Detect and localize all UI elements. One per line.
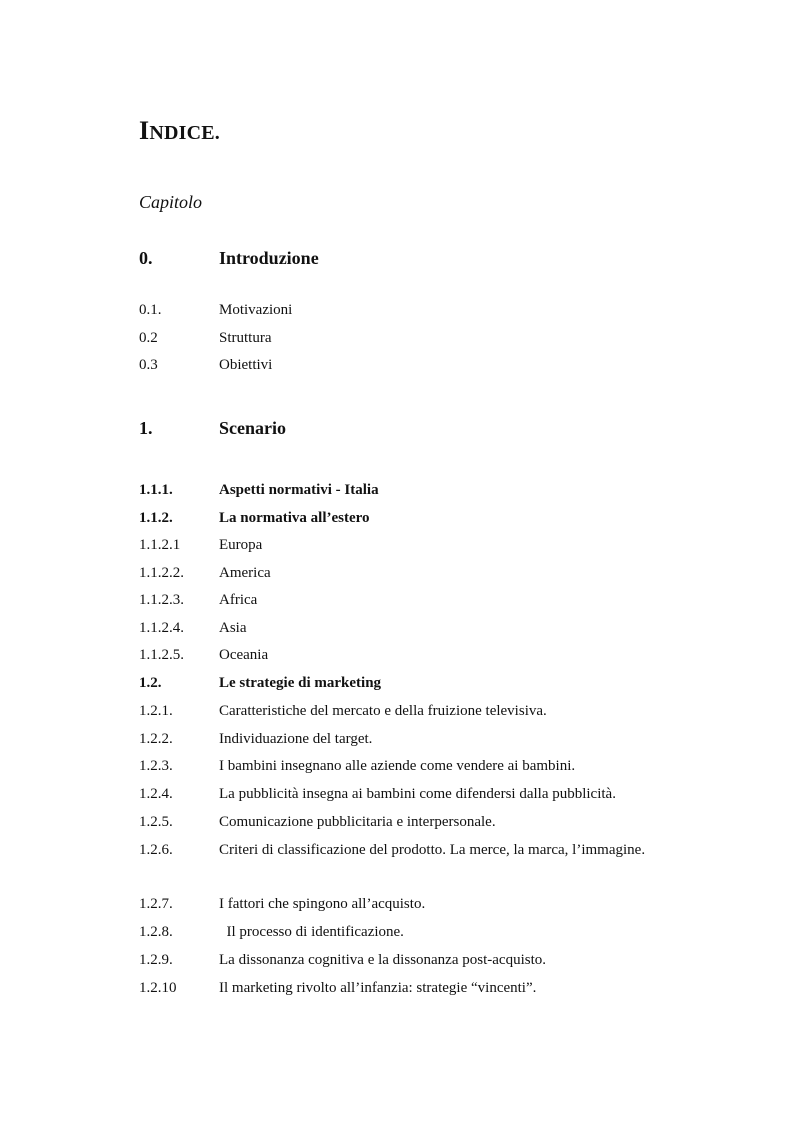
toc-label: Obiettivi <box>219 357 273 373</box>
toc-number: 1.1.2.2. <box>139 565 184 581</box>
toc-label: Africa <box>219 592 258 608</box>
toc-label: Struttura <box>219 330 272 346</box>
toc-entry <box>139 980 661 1002</box>
toc-number: 1.1.1. <box>139 482 173 498</box>
toc-number: 1.1.2.5. <box>139 647 184 663</box>
title-rest: NDICE. <box>149 122 220 144</box>
toc-number: 1.2.1. <box>139 703 173 719</box>
toc-number: 0.1. <box>139 302 162 318</box>
toc-label: Individuazione del target. <box>219 731 373 747</box>
toc-label: Oceania <box>219 647 269 663</box>
toc-label: La pubblicità insegna ai bambini come difendersi dalla pubblicità. <box>219 786 616 802</box>
toc-entry <box>139 786 661 808</box>
toc-label: Il marketing rivolto all’infanzia: strategie “vincenti”. <box>219 980 537 996</box>
chapter-column-heading: Capitolo <box>139 192 203 212</box>
toc-label: Motivazioni <box>219 302 293 318</box>
toc-number: 1.2.9. <box>139 952 173 968</box>
toc-entry <box>139 814 661 836</box>
toc-label: Criteri di classificazione del prodotto. La merce, la marca, l’immagine. <box>219 842 646 858</box>
toc-entry <box>139 510 661 532</box>
toc-label: La dissonanza cognitiva e la dissonanza post-acquisto. <box>219 952 546 968</box>
toc-entry <box>139 703 661 725</box>
toc-entry <box>139 896 661 918</box>
toc-label: Le strategie di marketing <box>219 675 382 691</box>
toc-label: I fattori che spingono all’acquisto. <box>219 896 426 912</box>
toc-label: Asia <box>219 620 247 636</box>
toc-number: 1.2.10 <box>139 980 177 996</box>
toc-entry <box>139 330 661 352</box>
toc-entry <box>139 842 661 892</box>
toc-label: La normativa all’estero <box>219 510 370 526</box>
toc-number: 1.1.2.4. <box>139 620 184 636</box>
toc-entry <box>139 924 661 946</box>
chapter-number: 1. <box>139 418 153 438</box>
toc-number: 1.1.2.1 <box>139 537 181 553</box>
toc-number: 1.2.8. <box>139 924 173 940</box>
toc-entry <box>139 620 661 642</box>
chapter-title: Scenario <box>219 418 286 438</box>
toc-label: America <box>219 565 271 581</box>
toc-number: 1.2.4. <box>139 786 173 802</box>
chapter-number: 0. <box>139 248 153 268</box>
toc-entry <box>139 647 661 669</box>
toc-number: 0.2 <box>139 330 158 346</box>
toc-label: Comunicazione pubblicitaria e interpersonale. <box>219 814 496 830</box>
toc-number: 1.2. <box>139 675 162 691</box>
toc-entry <box>139 592 661 614</box>
toc-entry <box>139 482 661 504</box>
toc-number: 1.2.5. <box>139 814 173 830</box>
toc-number: 1.2.6. <box>139 842 173 858</box>
toc-number: 1.1.2. <box>139 510 173 526</box>
toc-number: 1.2.2. <box>139 731 173 747</box>
toc-entry <box>139 302 661 324</box>
toc-number: 1.1.2.3. <box>139 592 184 608</box>
toc-entry <box>139 675 661 697</box>
toc-label: Il processo di identificazione. <box>219 924 404 940</box>
toc-label: Europa <box>219 537 263 553</box>
toc-label: Aspetti normativi - Italia <box>219 482 379 498</box>
toc-label: I bambini insegnano alle aziende come vendere ai bambini. <box>219 758 576 774</box>
toc-number: 1.2.7. <box>139 896 173 912</box>
toc-number: 1.2.3. <box>139 758 173 774</box>
title-initial: I <box>139 116 150 145</box>
toc-entry <box>139 537 661 559</box>
toc-entry <box>139 758 661 780</box>
chapter-title: Introduzione <box>219 248 319 268</box>
toc-entry <box>139 952 661 974</box>
toc-entry <box>139 357 661 379</box>
toc-number: 0.3 <box>139 357 158 373</box>
toc-label: Caratteristiche del mercato e della fruizione televisiva. <box>219 703 547 719</box>
toc-entry <box>139 731 661 753</box>
page-title <box>139 116 220 146</box>
toc-entry <box>139 565 661 587</box>
